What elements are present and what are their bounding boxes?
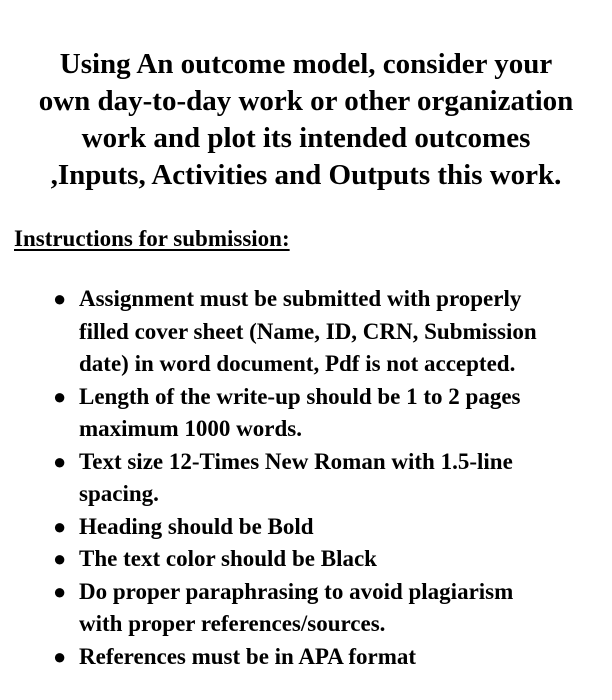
- instruction-item: [0, 511, 612, 544]
- instruction-line: maximum 1000 words.: [79, 416, 302, 441]
- bullet-icon: ●: [53, 578, 67, 604]
- bullet-icon: ●: [53, 513, 67, 539]
- instruction-item: [0, 283, 612, 381]
- title-line: Using An outcome model, consider your: [59, 48, 553, 80]
- title-line: work and plot its intended outcomes: [81, 122, 531, 154]
- instruction-item: [0, 381, 612, 446]
- instructions-heading: Instructions for submission:: [14, 226, 290, 251]
- bullet-icon: ●: [53, 448, 67, 474]
- instruction-line: References must be in APA format: [79, 643, 417, 669]
- instruction-line: Text size 12-Times New Roman with 1.5-line: [79, 448, 513, 474]
- instruction-line: with proper references/sources.: [79, 611, 386, 636]
- instruction-item: [0, 641, 612, 674]
- instruction-line: spacing.: [79, 481, 159, 506]
- instruction-line: Length of the write-up should be 1 to 2 pages: [79, 383, 521, 409]
- instruction-line: The text color should be Black: [79, 546, 377, 571]
- instruction-line: filled cover sheet (Name, ID, CRN, Submission: [79, 318, 537, 344]
- bullet-icon: ●: [53, 643, 67, 669]
- instruction-line: date) in word document, Pdf is not accepted.: [79, 351, 516, 376]
- instruction-line: Assignment must be submitted with properly: [79, 286, 522, 311]
- title-line: ,Inputs, Activities and Outputs this work.: [50, 159, 562, 191]
- bullet-icon: ●: [53, 546, 67, 571]
- bullet-icon: ●: [53, 286, 67, 311]
- bullet-icon: ●: [53, 383, 67, 409]
- instruction-line: Heading should be Bold: [79, 513, 314, 539]
- assignment-title: [10, 46, 602, 194]
- instructions-list: [0, 283, 612, 673]
- instruction-line: Do proper paraphrasing to avoid plagiarism: [79, 578, 514, 604]
- title-line: own day-to-day work or other organization: [38, 85, 574, 117]
- instruction-item: [0, 576, 612, 641]
- instruction-item: [0, 446, 612, 511]
- instruction-item: [0, 543, 612, 576]
